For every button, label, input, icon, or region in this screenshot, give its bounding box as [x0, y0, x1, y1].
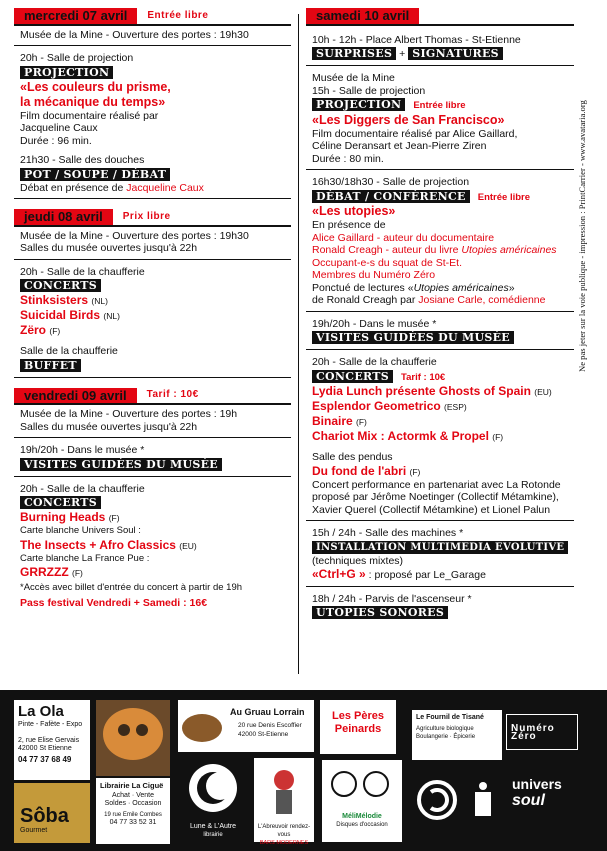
act-line: GRRZZZ (F) — [20, 565, 83, 579]
event-time: 18h / 24h - Parvis de l'ascenseur * — [312, 592, 472, 605]
reading-line: de Ronald Creagh par Josiane Carle, comédienne — [312, 294, 546, 306]
right-column — [306, 8, 574, 630]
column-divider — [298, 14, 299, 674]
film-duration: Durée : 96 min. — [20, 134, 92, 147]
install-title: «Ctrl+G » : proposé par Le_Garage — [312, 567, 486, 581]
logo-gruau-lorrain: Au Gruau Lorrain 20 rue Denis Escoffier 42000 St-Etienne — [178, 700, 314, 752]
doors-info: Musée de la Mine - Ouverture des portes : 19h — [20, 408, 238, 420]
logo-la-ola: La Ola Pinte - Fafète - Expo 2, rue Elise Gervais 42000 St Etienne 04 77 37 68 49 — [14, 700, 90, 780]
act-line: Chariot Mix : Actormk & Propel (F) — [312, 429, 504, 443]
logo-copyleft — [412, 770, 462, 830]
event-type-bar: VISITES GUIDÉES DU MUSÉE — [20, 458, 222, 471]
event-block — [306, 34, 574, 67]
day-header-friday — [14, 388, 291, 406]
trash-bin-icon — [466, 776, 500, 826]
logo-dancers — [96, 700, 170, 776]
perf-desc: Xavier Querel (Collectif Métamkine) et Lionel Palun — [312, 503, 551, 516]
reading-line: Ponctué de lectures «Utopies américaines» — [312, 281, 515, 294]
sponsor-footer — [0, 690, 607, 851]
act-line: Lydia Lunch présente Ghosts of Spain (EU) — [312, 384, 552, 398]
logo-fournil-tisane: Le Fournil de Tisané Agriculture biologique Boulangerie · Épicerie — [412, 710, 502, 760]
film-desc: Film documentaire réalisé par — [20, 109, 159, 122]
day-date: mercredi 07 avril — [14, 8, 137, 24]
carte-blanche: Carte blanche La France Pue : — [20, 552, 150, 564]
install-sub: (techniques mixtes) — [312, 554, 404, 567]
logo-librairie-cigue: Librairie La Ciguë Achat · Vente Soldes · Occasion 19 rue Emile Combes 04 77 33 52 31 — [96, 778, 170, 844]
talk-intro: En présence de — [312, 219, 386, 231]
event-block — [14, 52, 291, 199]
moon-icon — [180, 758, 246, 820]
figure-illustration-icon — [254, 758, 314, 820]
day-date: samedi 10 avril — [306, 8, 419, 24]
event-type-bar: UTOPIES SONORES — [312, 606, 448, 619]
event-block — [14, 444, 291, 477]
access-note: *Accès avec billet d'entrée du concert à partir de 19h — [20, 582, 243, 593]
act-line: Stinksisters (NL) — [20, 293, 108, 307]
perf-desc: Concert performance en partenariat avec La Rotonde — [312, 478, 561, 491]
event-block — [14, 29, 291, 47]
event-block — [306, 593, 574, 625]
event-type-bar: BUFFET — [20, 359, 81, 372]
film-title: «Les couleurs du prisme, — [20, 79, 171, 94]
logo-recycle-bin — [466, 776, 500, 826]
guest-line: Alice Gaillard - auteur du documentaire — [312, 231, 495, 244]
event-type-bar: POT / SOUPE / DÉBAT — [20, 168, 170, 181]
doors-info: Salles du musée ouvertes jusqu'à 22h — [20, 420, 198, 433]
event-time: 20h - Salle de la chaufferie — [20, 265, 145, 278]
event-type-bar: SURPRISES — [312, 47, 396, 60]
event-time: 20h - Salle de la chaufferie — [20, 482, 145, 495]
day-date: vendredi 09 avril — [14, 388, 137, 404]
debate-desc: Débat en présence de Jacqueline Caux — [20, 181, 204, 194]
event-time: 19h/20h - Dans le musée * — [312, 317, 437, 330]
entry-tag: Entrée libre — [413, 100, 466, 111]
carte-blanche: Carte blanche Univers Soul : — [20, 525, 141, 536]
act-line: The Insects + Afro Classics (EU) — [20, 537, 197, 552]
copyleft-icon — [412, 770, 462, 830]
bread-icon — [178, 700, 226, 752]
event-type-bar: DÉBAT / CONFÉRENCE — [312, 190, 470, 203]
guest-line: Occupant-e-s du squat de St-Et. — [312, 256, 462, 269]
event-block — [14, 230, 291, 260]
event-time: 20h - Salle de la chaufferie — [312, 356, 437, 368]
act-line: Esplendor Geometrico (ESP) — [312, 399, 467, 413]
guest-line: Ronald Creagh - auteur du livre Utopies américaines — [312, 244, 557, 256]
day-date: jeudi 08 avril — [14, 209, 113, 225]
event-type-bar: PROJECTION — [20, 66, 113, 79]
act-line: Zëro (F) — [20, 323, 61, 337]
entry-tag: Tarif : 10€ — [146, 389, 199, 400]
event-time: 21h30 - Salle des douches — [20, 154, 145, 166]
entry-tag: Tarif : 10€ — [401, 371, 446, 383]
film-desc: Film documentaire réalisé par Alice Gaillard, — [312, 127, 518, 140]
event-type-bar: PROJECTION — [312, 98, 405, 111]
event-time: 20h - Salle de projection — [20, 52, 134, 64]
logo-abreuvoir: L'Abreuvoir rendez-vous BARS MODERNES — [254, 758, 314, 842]
event-time: 15h / 24h - Salle des machines * — [312, 527, 464, 539]
doors-info: Musée de la Mine - Ouverture des portes : 19h30 — [20, 28, 249, 41]
act-line: Binaire (F) — [312, 414, 367, 428]
festival-pass: Pass festival Vendredi + Samedi : 16€ — [20, 596, 208, 609]
event-type-bar: CONCERTS — [312, 370, 393, 383]
guest-line: Membres du Numéro Zéro — [312, 269, 436, 281]
event-time: 15h - Salle de projection — [312, 84, 426, 97]
day-header-saturday — [306, 8, 574, 26]
event-type-bar: SIGNATURES — [408, 47, 503, 60]
film-desc: Jacqueline Caux — [20, 122, 98, 134]
plus-sign: + — [399, 48, 406, 60]
logo-soba: Sôba Gourmet — [14, 783, 90, 843]
logo-lune-autre: Lune & L'Autre librairie — [180, 758, 246, 842]
film-title: la mécanique du temps» — [20, 94, 166, 109]
logo-melimelodie: MéliMélodie Disques d'occasion — [322, 760, 402, 842]
event-type-bar: INSTALLATION MULTIMEDIA EVOLUTIVE — [312, 541, 568, 554]
day-header-thursday — [14, 209, 291, 227]
event-time: 19h/20h - Dans le musée * — [20, 444, 145, 456]
talk-title: «Les utopies» — [312, 204, 396, 218]
event-block — [306, 176, 574, 312]
cartoon-faces-icon — [322, 760, 402, 810]
event-block — [14, 266, 291, 378]
entry-tag: Entrée libre — [477, 191, 531, 203]
entry-tag: Entrée libre — [147, 9, 209, 21]
event-place: Salle de la chaufferie — [20, 345, 118, 357]
event-time: 10h - 12h - Place Albert Thomas - St-Etienne — [312, 33, 521, 46]
logo-univers-soul: univers soul — [508, 770, 580, 830]
event-block — [14, 408, 291, 438]
event-type-bar: VISITES GUIDÉES DU MUSÉE — [312, 331, 514, 344]
left-column — [14, 8, 291, 619]
logo-numero-zero: Numéro Zéro — [506, 714, 578, 750]
event-block — [306, 527, 574, 587]
doors-info: Musée de la Mine - Ouverture des portes : 19h30 — [20, 229, 249, 242]
perf-desc: proposé par Jérôme Noetinger (Collectif Métamkine), — [312, 491, 559, 503]
event-block — [306, 356, 574, 521]
event-block — [306, 318, 574, 351]
film-duration: Durée : 80 min. — [312, 152, 384, 165]
act-line: Du fond de l'abri (F) — [312, 463, 421, 478]
film-title: «Les Diggers de San Francisco» — [312, 112, 505, 127]
event-type-bar: CONCERTS — [20, 279, 101, 292]
dancers-illustration-icon — [96, 700, 170, 776]
event-block — [14, 483, 291, 614]
event-block — [306, 72, 574, 170]
event-type-bar: CONCERTS — [20, 496, 101, 509]
act-line: Suicidal Birds (NL) — [20, 308, 120, 322]
event-place: Musée de la Mine — [312, 72, 395, 84]
doors-info: Salles du musée ouvertes jusqu'à 22h — [20, 242, 198, 254]
logo-peres-peinards: Les Pères Peinards — [320, 700, 396, 754]
event-time: 16h30/18h30 - Salle de projection — [312, 176, 470, 188]
sidebar-credits: Ne pas jeter sur la voie publique - impression : PrintCarrier - www.avataria.org — [577, 100, 587, 372]
entry-tag: Prix libre — [122, 210, 171, 222]
act-line: Burning Heads (F) — [20, 510, 120, 524]
event-place: Salle des pendus — [312, 451, 393, 463]
film-desc: Céline Deransart et Jean-Pierre Ziren — [312, 140, 487, 152]
day-header-wednesday — [14, 8, 291, 26]
